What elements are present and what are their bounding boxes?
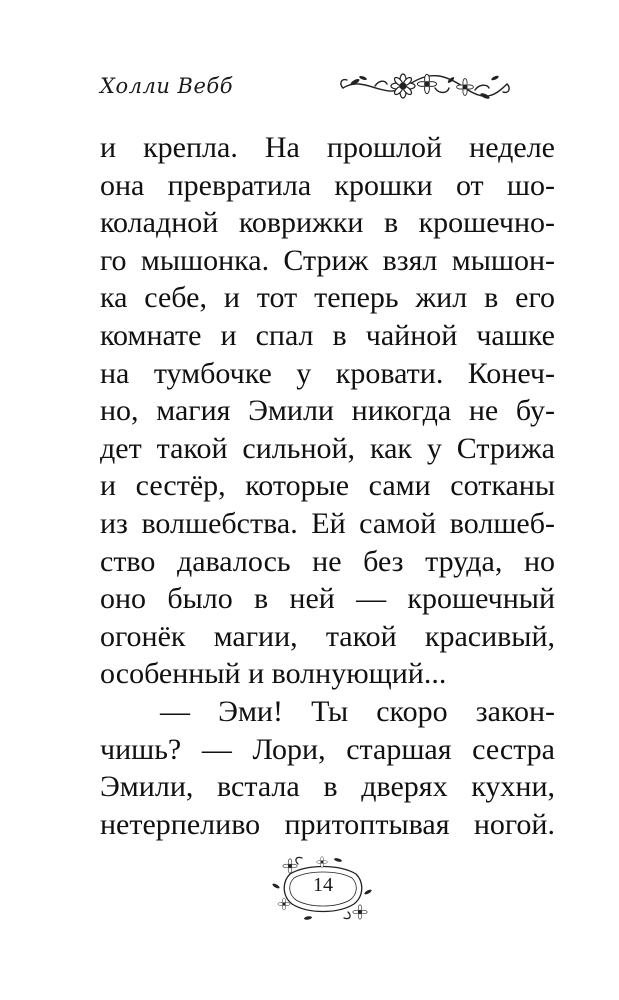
text-line: коладной коврижки в крошечно- — [100, 206, 555, 240]
text-line: нетерпеливо притоптывая ногой. — [100, 807, 555, 841]
body-text — [100, 129, 555, 843]
text-line: ка себе, и тот теперь жил в его — [100, 281, 555, 315]
text-line: ство давалось не без труда, но — [100, 544, 555, 578]
text-line: и крепла. На прошлой неделе — [100, 131, 555, 164]
text-line-paragraph-end: особенный и волнующий... — [100, 657, 447, 691]
text-line: комнате и спал в чайной чашке — [100, 318, 555, 352]
text-line: го мышонка. Стриж взял мышон- — [100, 243, 555, 277]
text-line: дет такой сильной, как у Стрижа — [100, 431, 555, 465]
text-line: на тумбочке у кровати. Конеч- — [100, 356, 555, 390]
text-line: но, магия Эмили никогда не бу- — [100, 394, 555, 428]
text-line: она превратила крошки от шо- — [100, 168, 555, 202]
text-line: оно было в ней — крошечный — [100, 582, 555, 616]
text-line: Эмили, встала в дверях кухни, — [100, 770, 555, 804]
text-line: чишь? — Лори, старшая сестра — [100, 732, 555, 766]
page-number: 14 — [313, 874, 333, 896]
running-head-author: Холли Вебб — [100, 74, 234, 98]
text-line: огонёк магии, такой красивый, — [100, 619, 555, 653]
floral-vine-ornament-icon — [335, 66, 515, 106]
page-number-block — [268, 852, 378, 924]
text-line: из волшебства. Ей самой волшеб- — [100, 506, 555, 540]
text-line: и сестёр, которые сами сотканы — [100, 469, 555, 503]
text-line-paragraph-start: — Эми! Ты скоро закон- — [160, 694, 555, 728]
